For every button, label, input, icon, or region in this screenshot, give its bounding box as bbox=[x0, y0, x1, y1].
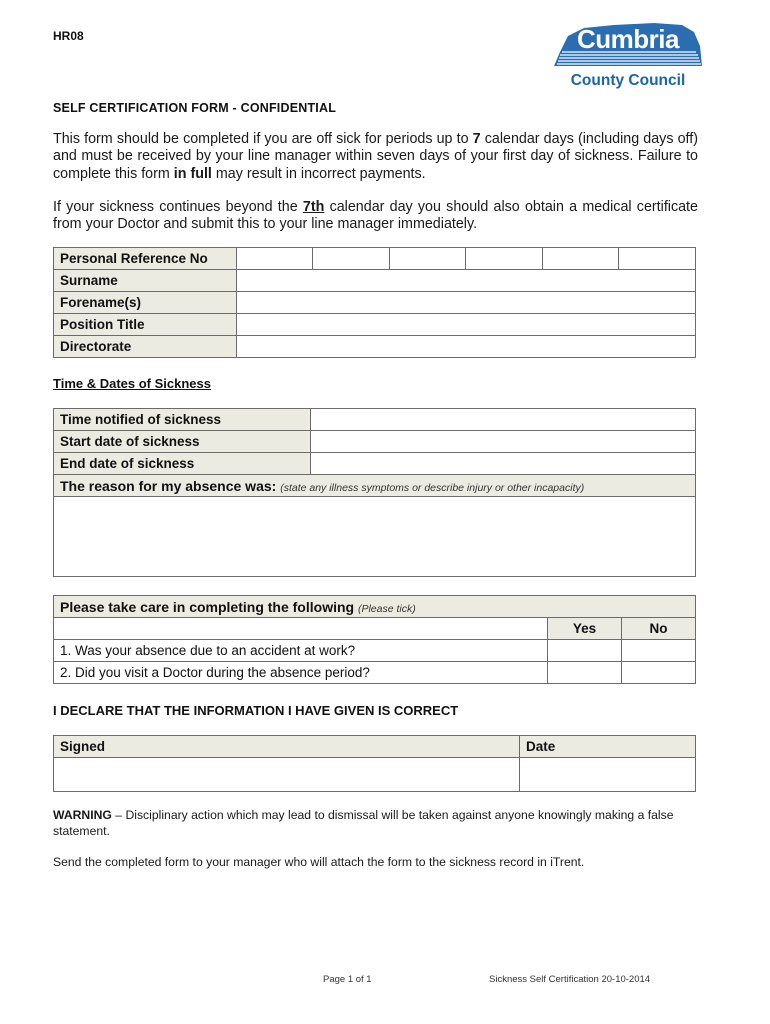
surname-label: Surname bbox=[54, 270, 237, 292]
reason-textarea[interactable] bbox=[54, 497, 696, 577]
table-row bbox=[54, 292, 696, 314]
blank-header-cell bbox=[54, 618, 548, 640]
care-questions-table bbox=[53, 595, 696, 684]
reference-digit-field[interactable] bbox=[619, 248, 696, 270]
table-row bbox=[54, 618, 696, 640]
time-notified-field[interactable] bbox=[311, 409, 696, 431]
date-label: Date bbox=[520, 736, 696, 758]
care-heading: Please take care in completing the following (Please tick) bbox=[54, 596, 696, 618]
sickness-section-heading: Time & Dates of Sickness bbox=[53, 376, 211, 391]
personal-details-table bbox=[53, 247, 696, 358]
directorate-field[interactable] bbox=[236, 336, 695, 358]
document-reference: Sickness Self Certification 20-10-2014 bbox=[489, 974, 651, 985]
personal-reference-label: Personal Reference No bbox=[54, 248, 237, 270]
doctor-yes-checkbox[interactable] bbox=[548, 662, 622, 684]
warning-note: WARNING – Disciplinary action which may lead to dismissal will be taken against anyone knowingly making a false statement. bbox=[53, 808, 674, 838]
position-title-field[interactable] bbox=[236, 314, 695, 336]
table-row bbox=[54, 497, 696, 577]
table-row bbox=[54, 758, 696, 792]
table-row bbox=[54, 336, 696, 358]
table-row bbox=[54, 314, 696, 336]
reference-digit-field[interactable] bbox=[466, 248, 543, 270]
forenames-field[interactable] bbox=[236, 292, 695, 314]
start-date-field[interactable] bbox=[311, 431, 696, 453]
table-row bbox=[54, 662, 696, 684]
signature-table bbox=[53, 735, 696, 792]
date-field[interactable] bbox=[520, 758, 696, 792]
signed-label: Signed bbox=[54, 736, 520, 758]
end-date-label: End date of sickness bbox=[54, 453, 311, 475]
table-row bbox=[54, 431, 696, 453]
surname-field[interactable] bbox=[236, 270, 695, 292]
declaration-statement: I DECLARE THAT THE INFORMATION I HAVE GIVEN IS CORRECT bbox=[53, 703, 459, 718]
accident-no-checkbox[interactable] bbox=[622, 640, 696, 662]
end-date-field[interactable] bbox=[311, 453, 696, 475]
logo-wordmark: Cumbria bbox=[577, 24, 679, 54]
forenames-label: Forename(s) bbox=[54, 292, 237, 314]
sickness-dates-table bbox=[53, 408, 696, 577]
care-hint: (Please tick) bbox=[357, 602, 416, 615]
table-row bbox=[54, 248, 696, 270]
signature-field[interactable] bbox=[54, 758, 520, 792]
yes-column-header: Yes bbox=[548, 618, 622, 640]
question-accident-at-work: 1. Was your absence due to an accident at work? bbox=[54, 640, 548, 662]
reference-digit-field[interactable] bbox=[542, 248, 619, 270]
accident-yes-checkbox[interactable] bbox=[548, 640, 622, 662]
intro-paragraph-2: If your sickness continues beyond the 7th calendar day you should also obtain a medical certificate from your Doctor and submit this to your line manager immediately. bbox=[53, 199, 698, 233]
position-title-label: Position Title bbox=[54, 314, 237, 336]
table-row bbox=[54, 596, 696, 618]
table-row bbox=[54, 453, 696, 475]
reason-hint: (state any illness symptoms or describe injury or other incapacity) bbox=[280, 481, 585, 494]
directorate-label: Directorate bbox=[54, 336, 237, 358]
doctor-no-checkbox[interactable] bbox=[622, 662, 696, 684]
form-title: SELF CERTIFICATION FORM - CONFIDENTIAL bbox=[53, 101, 337, 115]
council-logo bbox=[552, 22, 704, 92]
table-row bbox=[54, 736, 696, 758]
no-column-header: No bbox=[622, 618, 696, 640]
table-row bbox=[54, 475, 696, 497]
page-number: Page 1 of 1 bbox=[323, 974, 372, 985]
table-row bbox=[54, 409, 696, 431]
form-code: HR08 bbox=[53, 29, 84, 43]
logo-subtitle: County Council bbox=[570, 72, 686, 89]
table-row bbox=[54, 640, 696, 662]
reference-digit-field[interactable] bbox=[313, 248, 390, 270]
send-instructions: Send the completed form to your manager who will attach the form to the sickness record in iTrent. bbox=[53, 855, 585, 869]
intro-paragraph-1: This form should be completed if you are off sick for periods up to 7 calendar days (including days off) and must be received by your line manager within seven days of your first day of sickness. Failure to complete this form in full may result in incorrect payments. bbox=[53, 131, 698, 182]
start-date-label: Start date of sickness bbox=[54, 431, 311, 453]
table-row bbox=[54, 270, 696, 292]
reason-label: The reason for my absence was: (state any illness symptoms or describe injury or other incapacity) bbox=[54, 475, 696, 497]
reference-digit-field[interactable] bbox=[389, 248, 466, 270]
time-notified-label: Time notified of sickness bbox=[54, 409, 311, 431]
reference-digit-field[interactable] bbox=[236, 248, 313, 270]
question-visited-doctor: 2. Did you visit a Doctor during the absence period? bbox=[54, 662, 548, 684]
